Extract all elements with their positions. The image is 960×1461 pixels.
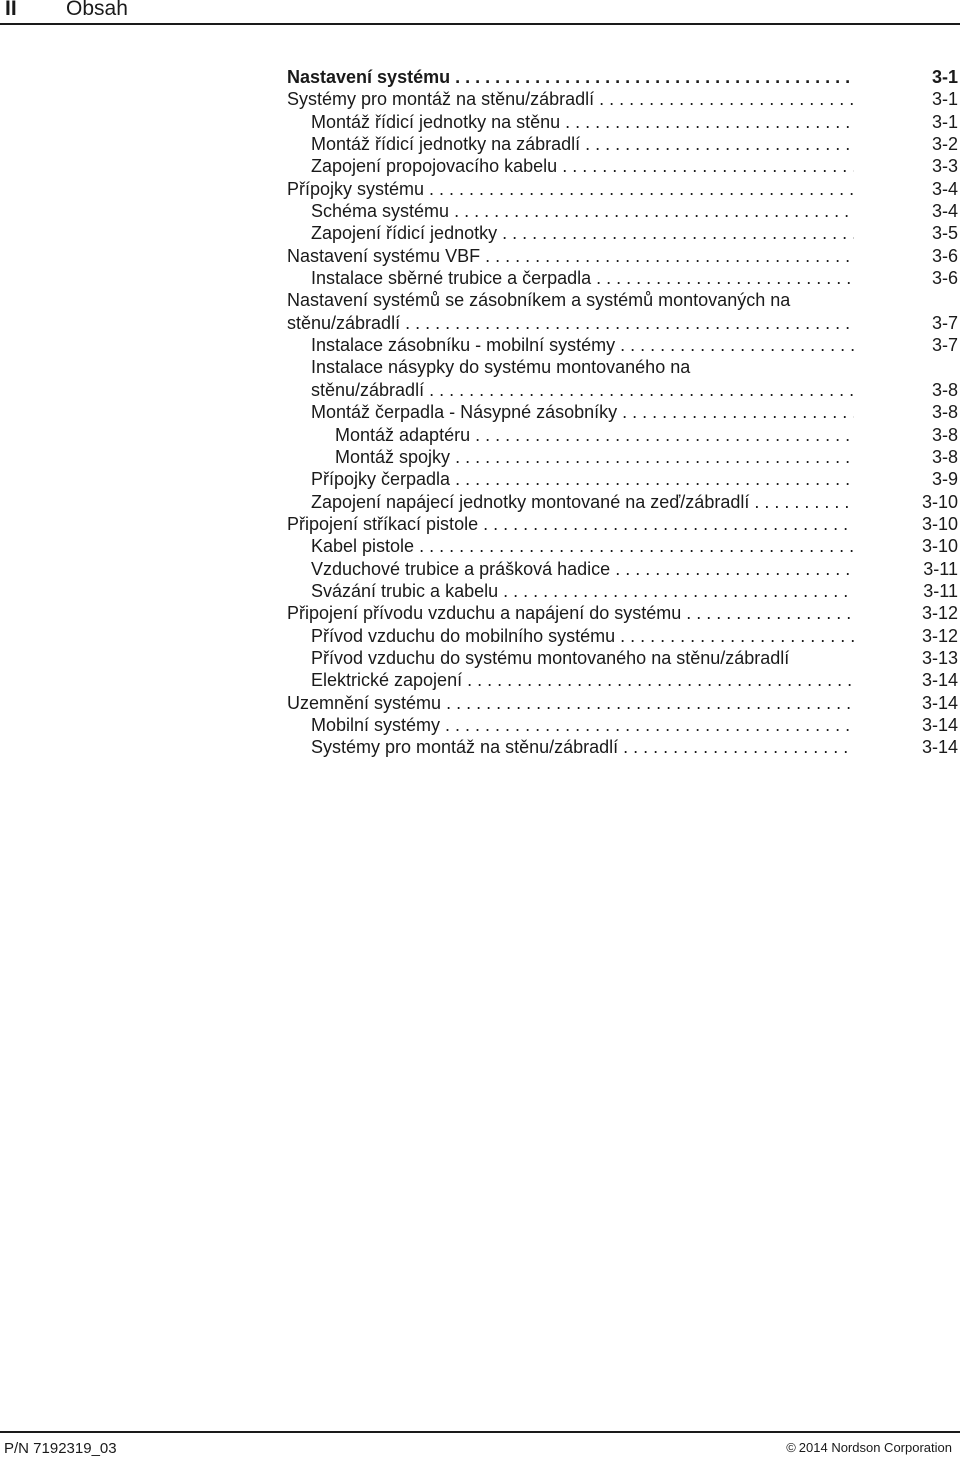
footer-rule (0, 1431, 960, 1433)
section-title: Obsah (66, 0, 128, 20)
toc-entry-page: 3-8 (931, 424, 958, 445)
toc-entry-title: Systémy pro montáž na stěnu/zábradlí . . . (311, 736, 854, 758)
toc-entry-title: Instalace násypky do systému montovaného na (311, 357, 691, 378)
toc-entry-title: Zapojení řídicí jednotky . . . (311, 222, 854, 244)
toc-entry-title: Zapojení propojovacího kabelu . . . (311, 155, 854, 177)
toc-entry[interactable] (287, 736, 958, 758)
toc-entry[interactable] (287, 692, 958, 714)
toc-entry[interactable] (287, 155, 958, 177)
toc-entry-title: Systémy pro montáž na stěnu/zábradlí . . . (287, 88, 854, 110)
toc-entry[interactable] (287, 669, 958, 691)
toc-entry-page: 3-1 (931, 111, 958, 132)
toc-entry[interactable] (287, 66, 958, 88)
toc-entry-page: 3-12 (921, 603, 958, 624)
toc-entry[interactable] (287, 714, 958, 736)
toc-entry-title: Uzemnění systému . . . (287, 692, 854, 714)
toc-entry-page: 3-11 (923, 558, 958, 579)
toc-entry[interactable] (287, 356, 958, 378)
toc-entry-page: 3-5 (931, 223, 958, 244)
toc-entry[interactable] (287, 602, 958, 624)
header-rule (0, 23, 960, 25)
toc-entry-title: stěnu/zábradlí . . . (287, 312, 854, 334)
toc-entry-title: Instalace sběrné trubice a čerpadla . . . (311, 267, 854, 289)
part-number: P/N 7192319_03 (4, 1440, 117, 1457)
toc-entry-page: 3-14 (921, 714, 958, 735)
toc-entry-page: 3-12 (921, 625, 958, 646)
toc-entry[interactable] (287, 312, 958, 334)
toc-entry[interactable] (287, 535, 958, 557)
toc-entry[interactable] (287, 178, 958, 200)
toc-entry[interactable] (287, 379, 958, 401)
toc-entry-page: 3-7 (931, 335, 958, 356)
copyright-icon: © (786, 1440, 796, 1455)
toc-entry-title: Svázání trubic a kabelu . . . (311, 580, 854, 602)
toc-entry[interactable] (287, 446, 958, 468)
toc-entry-title: Elektrické zapojení . . . (311, 669, 854, 691)
toc-entry-page: 3-6 (931, 268, 958, 289)
toc-entry[interactable] (287, 88, 958, 110)
section-number: II (5, 0, 17, 20)
toc-entry-title: Přívod vzduchu do mobilního systému . . . (311, 625, 854, 647)
toc-entry-page: 3-1 (931, 67, 958, 87)
toc-entry[interactable] (287, 424, 958, 446)
toc-entry-page: 3-6 (931, 245, 958, 266)
toc-entry[interactable] (287, 289, 958, 311)
toc-entry-page: 3-7 (931, 312, 958, 333)
toc-entry-title: Připojení přívodu vzduchu a napájení do systému . . . (287, 602, 854, 624)
toc-entry-title: Přípojky systému . . . (287, 178, 854, 200)
toc-entry-title: Montáž čerpadla - Násypné zásobníky . . . (311, 401, 854, 423)
table-of-contents (287, 66, 958, 759)
toc-entry-page: 3-14 (921, 670, 958, 691)
toc-entry-page: 3-11 (923, 580, 958, 601)
toc-entry[interactable] (287, 334, 958, 356)
toc-entry-title: Vzduchové trubice a prášková hadice . . . (311, 558, 854, 580)
toc-entry-page: 3-4 (931, 178, 958, 199)
toc-entry[interactable] (287, 491, 958, 513)
toc-entry[interactable] (287, 245, 958, 267)
toc-entry-page: 3-8 (931, 379, 958, 400)
toc-entry-title: Kabel pistole . . . (311, 535, 854, 557)
toc-entry[interactable] (287, 111, 958, 133)
toc-entry-title: Schéma systému . . . (311, 200, 854, 222)
toc-entry-title: Nastavení systému VBF . . . (287, 245, 854, 267)
toc-entry-title: Montáž adaptéru . . . (335, 424, 854, 446)
toc-entry-page: 3-10 (921, 491, 958, 512)
toc-entry-page: 3-8 (931, 446, 958, 467)
toc-entry-page: 3-3 (931, 156, 958, 177)
copyright-text: 2014 Nordson Corporation (798, 1440, 952, 1455)
toc-entry-title: Nastavení systémů se zásobníkem a systémů montovaných na (287, 290, 791, 311)
toc-entry-title: Montáž spojky . . . (335, 446, 854, 468)
copyright (786, 1440, 952, 1455)
toc-entry-title: Zapojení napájecí jednotky montované na zeď/zábradlí . . . (311, 491, 854, 513)
toc-entry-title: stěnu/zábradlí . . . (311, 379, 854, 401)
toc-entry-page: 3-13 (921, 647, 958, 668)
toc-entry[interactable] (287, 401, 958, 423)
toc-entry[interactable] (287, 267, 958, 289)
toc-entry-title: Instalace zásobníku - mobilní systémy . . . (311, 334, 854, 356)
toc-entry[interactable] (287, 513, 958, 535)
toc-entry-page: 3-14 (921, 737, 958, 758)
toc-entry-title: Montáž řídicí jednotky na stěnu . . . (311, 111, 854, 133)
toc-entry-page: 3-8 (931, 402, 958, 423)
toc-entry[interactable] (287, 558, 958, 580)
toc-entry-title: Mobilní systémy . . . (311, 714, 854, 736)
toc-entry-title: Přípojky čerpadla . . . (311, 468, 854, 490)
toc-entry-page: 3-2 (931, 134, 958, 155)
toc-entry[interactable] (287, 468, 958, 490)
toc-entry-title: Montáž řídicí jednotky na zábradlí . . . (311, 133, 854, 155)
toc-entry-page: 3-10 (921, 536, 958, 557)
page-footer (0, 1420, 960, 1461)
toc-entry[interactable] (287, 625, 958, 647)
toc-entry-page: 3-1 (931, 89, 958, 110)
toc-entry[interactable] (287, 647, 958, 669)
toc-entry-page: 3-14 (921, 692, 958, 713)
toc-entry-page: 3-9 (931, 469, 958, 490)
toc-entry-title: Připojení stříkací pistole . . . (287, 513, 854, 535)
toc-entry-page: 3-4 (931, 201, 958, 222)
page-header (0, 0, 960, 40)
toc-entry[interactable] (287, 200, 958, 222)
toc-entry-title: Nastavení systému . . . (287, 66, 854, 88)
toc-entry[interactable] (287, 222, 958, 244)
toc-entry[interactable] (287, 580, 958, 602)
toc-entry-title: Přívod vzduchu do systému montovaného na stěnu/zábradlí (311, 647, 790, 668)
toc-entry[interactable] (287, 133, 958, 155)
toc-entry-page: 3-10 (921, 513, 958, 534)
